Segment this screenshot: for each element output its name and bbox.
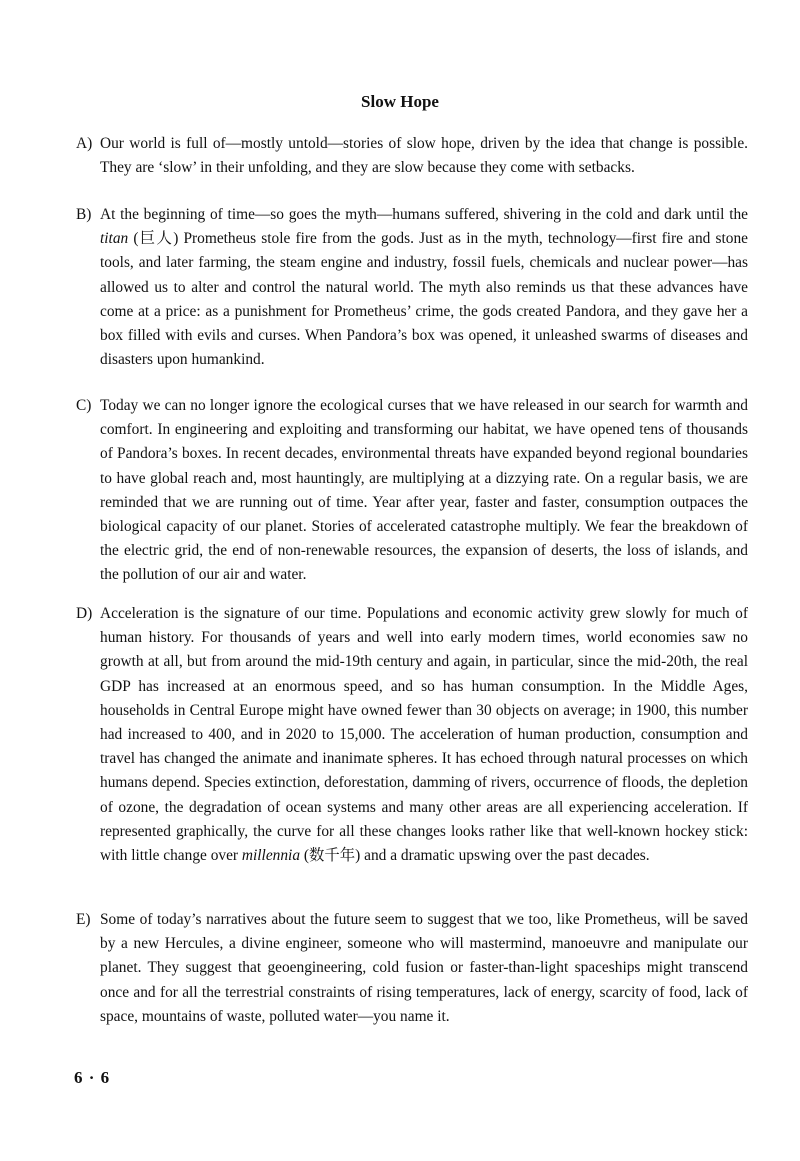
paragraph-text bbox=[100, 602, 748, 868]
paragraph-label: C) bbox=[76, 397, 92, 414]
paragraph-a bbox=[76, 132, 748, 180]
paragraph-b bbox=[76, 203, 748, 372]
text-run: At the beginning of time—so goes the myth—humans suffered, shivering in the cold and dark until the bbox=[100, 206, 748, 223]
italic-term: titan bbox=[100, 230, 129, 248]
paragraph-d bbox=[76, 602, 748, 868]
text-run: (巨人) Prometheus stole fire from the gods. Just as in the myth, technology—first fire and stone tools, and later farming, the steam engine and industry, fossil fuels, chemicals and nuclear power—has allowed us to alter and control the natural world. The myth also reminds us that these advances have come at a price: as a punishment for Prometheus’ crime, the gods created Pandora, and they gave her a box filled with evils and curses. When Pandora’s box was opened, it unleashed swarms of diseases and disasters upon humankind. bbox=[100, 230, 748, 369]
page-number: 6 · 6 bbox=[74, 1068, 111, 1087]
italic-term: millennia bbox=[241, 847, 301, 865]
paragraph-text bbox=[100, 908, 748, 1029]
paragraph-label: E) bbox=[76, 911, 91, 928]
paragraph-label: D) bbox=[76, 605, 93, 622]
paragraph-text bbox=[100, 394, 748, 588]
paragraph-label: B) bbox=[76, 206, 92, 223]
paragraph-label: A) bbox=[76, 135, 93, 152]
paragraph-text bbox=[100, 203, 748, 372]
article-title: Slow Hope bbox=[361, 92, 439, 111]
paragraph-e bbox=[76, 908, 748, 1029]
paragraph-c bbox=[76, 394, 748, 588]
text-run: Our world is full of—mostly untold—stories of slow hope, driven by the idea that change is possible. They are ‘slow’ in their unfolding, and they are slow because they come with setbacks. bbox=[100, 135, 748, 177]
text-run: Some of today’s narratives about the future seem to suggest that we too, like Prometheus, will be saved by a new Hercules, a divine engineer, someone who will mastermind, manoeuvre and manipulate our planet. They suggest that geoengineering, cold fusion or faster-than-light spaceships might transcend once and for all the terrestrial constraints of rising temperatures, lack of energy, scarcity of food, lack of space, mountains of waste, polluted water—you name it. bbox=[100, 911, 748, 1025]
text-run: (数千年) and a dramatic upswing over the past decades. bbox=[300, 847, 650, 865]
text-run: Today we can no longer ignore the ecological curses that we have released in our search for warmth and comfort. In engineering and exploiting and transforming our habitat, we have opened tens of thousands of Pandora’s boxes. In recent decades, environmental threats have expanded beyond regional boundaries to have global reach and, most hauntingly, are multiplying at a dizzying rate. On a regular basis, we are reminded that we are running out of time. Year after year, faster and faster, consumption outpaces the biological capacity of our planet. Stories of accelerated catastrophe multiply. We fear the breakdown of the electric grid, the end of non-renewable resources, the expansion of deserts, the loss of islands, and the pollution of our air and water. bbox=[100, 397, 748, 584]
text-run: Acceleration is the signature of our time. Populations and economic activity grew slowly for much of human history. For thousands of years and well into early modern times, world economies saw no growth at all, but from around the mid-19th century and again, in particular, since the mid-20th, the real GDP has increased at an enormous speed, and so has human consumption. In the Middle Ages, households in Central Europe might have owned fewer than 30 objects on average; in 1900, this number had increased to 400, and in 2020 to 15,000. The acceleration of human production, consumption and travel has changed the animate and inanimate spheres. It has echoed through natural processes on which humans depend. Species extinction, deforestation, damming of rivers, occurrence of floods, the depletion of ozone, the degradation of ocean systems and many other areas are all experiencing acceleration. If represented graphically, the curve for all these changes looks rather like that well-known hockey stick: with little change over bbox=[100, 605, 748, 865]
paragraph-text bbox=[100, 132, 748, 180]
